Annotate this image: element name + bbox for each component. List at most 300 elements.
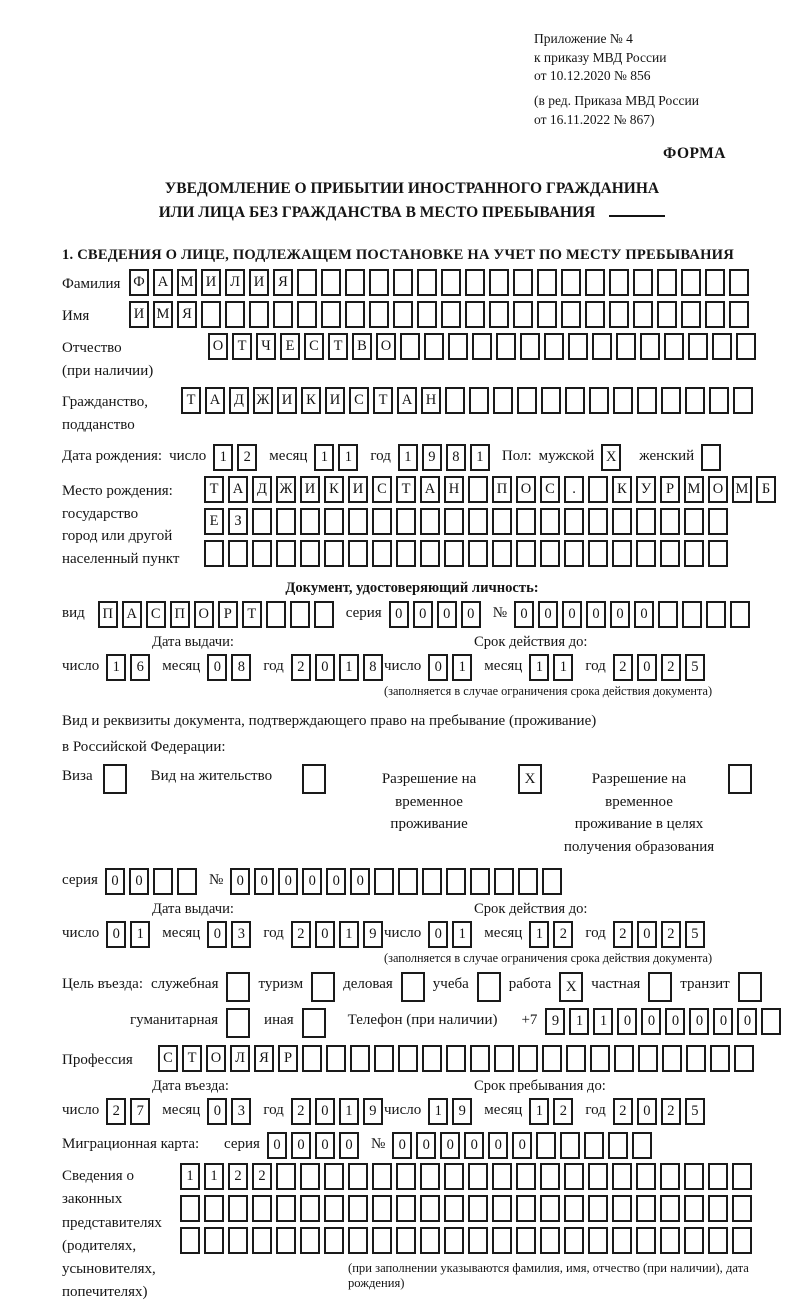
birth-place-line1[interactable] (204, 476, 776, 503)
char-cell[interactable] (204, 1227, 224, 1254)
char-cell[interactable]: А (153, 269, 173, 296)
char-cell[interactable]: . (564, 476, 584, 503)
char-cell[interactable] (561, 301, 581, 328)
char-cell[interactable] (369, 269, 389, 296)
char-cell[interactable] (420, 508, 440, 535)
char-cell[interactable]: О (516, 476, 536, 503)
char-cell[interactable] (226, 1008, 250, 1038)
char-cell[interactable] (734, 1045, 754, 1072)
char-cell[interactable]: Д (229, 387, 249, 414)
char-cell[interactable] (685, 387, 705, 414)
char-cell[interactable]: 0 (413, 601, 433, 628)
char-cell[interactable]: 1 (529, 1098, 549, 1125)
char-cell[interactable] (300, 1195, 320, 1222)
char-cell[interactable] (660, 1163, 680, 1190)
char-cell[interactable] (252, 1195, 272, 1222)
char-cell[interactable]: 3 (231, 1098, 251, 1125)
doc-expiry-month[interactable] (529, 654, 573, 681)
char-cell[interactable] (738, 972, 762, 1002)
char-cell[interactable]: К (612, 476, 632, 503)
char-cell[interactable]: 0 (278, 868, 298, 895)
char-cell[interactable] (564, 508, 584, 535)
char-cell[interactable] (302, 1045, 322, 1072)
char-cell[interactable] (302, 764, 326, 794)
char-cell[interactable]: 2 (291, 921, 311, 948)
char-cell[interactable] (708, 508, 728, 535)
char-cell[interactable] (518, 868, 538, 895)
char-cell[interactable] (520, 333, 540, 360)
char-cell[interactable] (660, 508, 680, 535)
char-cell[interactable] (326, 1045, 346, 1072)
char-cell[interactable] (537, 269, 557, 296)
char-cell[interactable] (492, 508, 512, 535)
entry-day[interactable] (106, 1098, 150, 1125)
char-cell[interactable] (494, 868, 514, 895)
char-cell[interactable] (684, 540, 704, 567)
char-cell[interactable]: А (228, 476, 248, 503)
char-cell[interactable] (614, 1045, 634, 1072)
char-cell[interactable]: X (559, 972, 583, 1002)
sex-male-checkbox[interactable] (601, 444, 621, 471)
char-cell[interactable] (489, 269, 509, 296)
residence-issue-day[interactable] (106, 921, 150, 948)
char-cell[interactable] (612, 1163, 632, 1190)
char-cell[interactable] (729, 301, 749, 328)
char-cell[interactable] (446, 868, 466, 895)
char-cell[interactable]: 8 (363, 654, 383, 681)
char-cell[interactable]: 1 (529, 921, 549, 948)
char-cell[interactable]: С (158, 1045, 178, 1072)
char-cell[interactable] (396, 1227, 416, 1254)
char-cell[interactable]: С (349, 387, 369, 414)
char-cell[interactable]: Р (218, 601, 238, 628)
char-cell[interactable] (374, 1045, 394, 1072)
char-cell[interactable]: И (129, 301, 149, 328)
char-cell[interactable]: 2 (661, 1098, 681, 1125)
char-cell[interactable] (540, 508, 560, 535)
char-cell[interactable]: 0 (512, 1132, 532, 1159)
char-cell[interactable]: 0 (105, 868, 125, 895)
char-cell[interactable]: 1 (106, 654, 126, 681)
char-cell[interactable]: 0 (207, 654, 227, 681)
char-cell[interactable] (444, 540, 464, 567)
char-cell[interactable]: А (420, 476, 440, 503)
char-cell[interactable] (612, 540, 632, 567)
char-cell[interactable] (588, 508, 608, 535)
char-cell[interactable]: А (205, 387, 225, 414)
char-cell[interactable] (708, 1163, 728, 1190)
char-cell[interactable]: 1 (398, 444, 418, 471)
char-cell[interactable]: 0 (416, 1132, 436, 1159)
char-cell[interactable] (516, 1195, 536, 1222)
char-cell[interactable]: 0 (586, 601, 606, 628)
char-cell[interactable]: 0 (562, 601, 582, 628)
char-cell[interactable]: 1 (452, 654, 472, 681)
char-cell[interactable] (417, 301, 437, 328)
char-cell[interactable] (276, 1227, 296, 1254)
char-cell[interactable]: 5 (685, 921, 705, 948)
char-cell[interactable] (372, 1163, 392, 1190)
char-cell[interactable]: 0 (315, 1098, 335, 1125)
char-cell[interactable] (348, 1227, 368, 1254)
char-cell[interactable] (324, 1195, 344, 1222)
char-cell[interactable] (448, 333, 468, 360)
char-cell[interactable] (640, 333, 660, 360)
char-cell[interactable]: В (352, 333, 372, 360)
char-cell[interactable]: 0 (634, 601, 654, 628)
char-cell[interactable]: 1 (452, 921, 472, 948)
char-cell[interactable]: 0 (207, 1098, 227, 1125)
char-cell[interactable] (321, 301, 341, 328)
char-cell[interactable]: 1 (339, 654, 359, 681)
char-cell[interactable] (396, 540, 416, 567)
char-cell[interactable]: 1 (428, 1098, 448, 1125)
char-cell[interactable] (348, 540, 368, 567)
purpose-work-checkbox[interactable] (559, 972, 583, 1002)
char-cell[interactable]: Я (254, 1045, 274, 1072)
char-cell[interactable] (441, 301, 461, 328)
char-cell[interactable] (708, 1227, 728, 1254)
doc-kind-field[interactable] (98, 601, 334, 628)
representatives-line2[interactable] (180, 1195, 752, 1222)
char-cell[interactable] (540, 1227, 560, 1254)
char-cell[interactable] (276, 1163, 296, 1190)
char-cell[interactable]: 1 (314, 444, 334, 471)
birth-place-line2[interactable] (204, 508, 728, 535)
residence-series-field[interactable] (105, 868, 197, 895)
char-cell[interactable] (544, 333, 564, 360)
purpose-other-checkbox[interactable] (302, 1008, 326, 1038)
char-cell[interactable]: С (146, 601, 166, 628)
char-cell[interactable]: М (684, 476, 704, 503)
char-cell[interactable]: 0 (230, 868, 250, 895)
char-cell[interactable]: С (304, 333, 324, 360)
char-cell[interactable] (609, 301, 629, 328)
char-cell[interactable] (568, 333, 588, 360)
char-cell[interactable] (612, 1227, 632, 1254)
char-cell[interactable]: П (98, 601, 118, 628)
char-cell[interactable] (470, 868, 490, 895)
birth-place-line3[interactable] (204, 540, 728, 567)
char-cell[interactable]: 0 (129, 868, 149, 895)
char-cell[interactable] (417, 269, 437, 296)
char-cell[interactable]: 6 (130, 654, 150, 681)
char-cell[interactable] (705, 269, 725, 296)
char-cell[interactable]: 2 (553, 1098, 573, 1125)
char-cell[interactable] (345, 269, 365, 296)
char-cell[interactable]: 1 (569, 1008, 589, 1035)
char-cell[interactable] (496, 333, 516, 360)
char-cell[interactable]: 0 (254, 868, 274, 895)
char-cell[interactable]: Ч (256, 333, 276, 360)
char-cell[interactable] (542, 868, 562, 895)
char-cell[interactable] (492, 1195, 512, 1222)
char-cell[interactable] (588, 540, 608, 567)
char-cell[interactable] (420, 540, 440, 567)
char-cell[interactable]: 0 (267, 1132, 287, 1159)
char-cell[interactable] (492, 1227, 512, 1254)
char-cell[interactable] (585, 269, 605, 296)
char-cell[interactable]: И (348, 476, 368, 503)
char-cell[interactable] (444, 1163, 464, 1190)
char-cell[interactable] (648, 972, 672, 1002)
char-cell[interactable]: К (324, 476, 344, 503)
residence-expiry-day[interactable] (428, 921, 472, 948)
char-cell[interactable]: 0 (428, 921, 448, 948)
char-cell[interactable] (636, 540, 656, 567)
purpose-business-checkbox[interactable] (401, 972, 425, 1002)
char-cell[interactable]: 1 (529, 654, 549, 681)
char-cell[interactable] (708, 540, 728, 567)
purpose-official-checkbox[interactable] (226, 972, 250, 1002)
char-cell[interactable]: И (201, 269, 221, 296)
char-cell[interactable] (465, 301, 485, 328)
char-cell[interactable] (477, 972, 501, 1002)
char-cell[interactable]: 0 (488, 1132, 508, 1159)
char-cell[interactable] (658, 601, 678, 628)
char-cell[interactable]: П (492, 476, 512, 503)
char-cell[interactable]: Т (204, 476, 224, 503)
char-cell[interactable]: 0 (392, 1132, 412, 1159)
char-cell[interactable]: 2 (291, 1098, 311, 1125)
char-cell[interactable]: 1 (470, 444, 490, 471)
char-cell[interactable] (177, 868, 197, 895)
doc-issue-year[interactable] (291, 654, 383, 681)
char-cell[interactable]: 0 (637, 921, 657, 948)
char-cell[interactable] (564, 540, 584, 567)
visa-checkbox[interactable] (103, 764, 127, 794)
char-cell[interactable] (441, 269, 461, 296)
char-cell[interactable] (681, 269, 701, 296)
doc-issue-month[interactable] (207, 654, 251, 681)
char-cell[interactable] (565, 387, 585, 414)
char-cell[interactable]: 0 (665, 1008, 685, 1035)
char-cell[interactable] (540, 1163, 560, 1190)
char-cell[interactable]: И (249, 269, 269, 296)
char-cell[interactable]: 0 (617, 1008, 637, 1035)
char-cell[interactable] (660, 1195, 680, 1222)
char-cell[interactable]: Ж (276, 476, 296, 503)
char-cell[interactable] (701, 444, 721, 471)
char-cell[interactable] (761, 1008, 781, 1035)
char-cell[interactable] (636, 508, 656, 535)
char-cell[interactable] (684, 1163, 704, 1190)
char-cell[interactable]: 0 (302, 868, 322, 895)
char-cell[interactable] (542, 1045, 562, 1072)
char-cell[interactable] (297, 269, 317, 296)
char-cell[interactable]: 1 (553, 654, 573, 681)
char-cell[interactable] (444, 508, 464, 535)
doc-number-field[interactable] (514, 601, 750, 628)
char-cell[interactable] (632, 1132, 652, 1159)
char-cell[interactable] (705, 301, 725, 328)
char-cell[interactable] (398, 868, 418, 895)
char-cell[interactable] (297, 301, 317, 328)
char-cell[interactable]: О (376, 333, 396, 360)
char-cell[interactable]: А (122, 601, 142, 628)
char-cell[interactable]: 0 (641, 1008, 661, 1035)
char-cell[interactable]: Т (328, 333, 348, 360)
char-cell[interactable] (537, 301, 557, 328)
doc-expiry-day[interactable] (428, 654, 472, 681)
char-cell[interactable] (706, 601, 726, 628)
char-cell[interactable] (712, 333, 732, 360)
char-cell[interactable] (686, 1045, 706, 1072)
char-cell[interactable]: 9 (545, 1008, 565, 1035)
char-cell[interactable] (540, 540, 560, 567)
char-cell[interactable] (541, 387, 561, 414)
char-cell[interactable] (324, 540, 344, 567)
char-cell[interactable]: Н (444, 476, 464, 503)
char-cell[interactable] (420, 1195, 440, 1222)
char-cell[interactable] (588, 1227, 608, 1254)
residence-number-field[interactable] (230, 868, 562, 895)
char-cell[interactable] (664, 333, 684, 360)
char-cell[interactable] (324, 1227, 344, 1254)
char-cell[interactable] (393, 301, 413, 328)
char-cell[interactable]: 0 (538, 601, 558, 628)
char-cell[interactable] (398, 1045, 418, 1072)
char-cell[interactable] (472, 333, 492, 360)
purpose-humanitarian-checkbox[interactable] (226, 1008, 250, 1038)
birth-day-field[interactable] (213, 444, 257, 471)
char-cell[interactable] (657, 269, 677, 296)
char-cell[interactable] (584, 1132, 604, 1159)
char-cell[interactable] (372, 508, 392, 535)
char-cell[interactable]: 1 (213, 444, 233, 471)
char-cell[interactable] (372, 540, 392, 567)
char-cell[interactable]: 0 (207, 921, 227, 948)
char-cell[interactable]: 2 (237, 444, 257, 471)
char-cell[interactable]: 1 (338, 444, 358, 471)
char-cell[interactable] (612, 508, 632, 535)
char-cell[interactable]: О (708, 476, 728, 503)
char-cell[interactable] (710, 1045, 730, 1072)
char-cell[interactable]: Т (242, 601, 262, 628)
char-cell[interactable]: 9 (422, 444, 442, 471)
char-cell[interactable] (266, 601, 286, 628)
char-cell[interactable] (393, 269, 413, 296)
char-cell[interactable]: 9 (363, 1098, 383, 1125)
char-cell[interactable] (589, 387, 609, 414)
char-cell[interactable] (252, 508, 272, 535)
char-cell[interactable] (516, 1163, 536, 1190)
char-cell[interactable] (592, 333, 612, 360)
char-cell[interactable]: М (177, 269, 197, 296)
char-cell[interactable] (324, 1163, 344, 1190)
char-cell[interactable] (729, 269, 749, 296)
char-cell[interactable] (682, 601, 702, 628)
char-cell[interactable] (516, 540, 536, 567)
char-cell[interactable] (470, 1045, 490, 1072)
purpose-private-checkbox[interactable] (648, 972, 672, 1002)
char-cell[interactable] (613, 387, 633, 414)
char-cell[interactable] (513, 301, 533, 328)
char-cell[interactable] (468, 476, 488, 503)
char-cell[interactable]: X (601, 444, 621, 471)
char-cell[interactable] (396, 508, 416, 535)
char-cell[interactable]: Р (660, 476, 680, 503)
sex-female-checkbox[interactable] (701, 444, 721, 471)
char-cell[interactable] (518, 1045, 538, 1072)
char-cell[interactable] (372, 1195, 392, 1222)
char-cell[interactable] (468, 1195, 488, 1222)
char-cell[interactable] (345, 301, 365, 328)
char-cell[interactable]: О (194, 601, 214, 628)
phone-field[interactable] (545, 1008, 781, 1035)
char-cell[interactable]: 2 (553, 921, 573, 948)
char-cell[interactable]: 5 (685, 654, 705, 681)
char-cell[interactable] (422, 1045, 442, 1072)
char-cell[interactable] (204, 1195, 224, 1222)
temp-residence-edu-checkbox[interactable] (728, 764, 752, 794)
char-cell[interactable] (588, 1163, 608, 1190)
char-cell[interactable] (513, 269, 533, 296)
char-cell[interactable]: 2 (661, 921, 681, 948)
char-cell[interactable] (638, 1045, 658, 1072)
char-cell[interactable]: 0 (389, 601, 409, 628)
char-cell[interactable]: 9 (452, 1098, 472, 1125)
char-cell[interactable]: 0 (514, 601, 534, 628)
char-cell[interactable] (612, 1195, 632, 1222)
char-cell[interactable]: 1 (204, 1163, 224, 1190)
char-cell[interactable] (252, 1227, 272, 1254)
char-cell[interactable] (321, 269, 341, 296)
char-cell[interactable] (566, 1045, 586, 1072)
char-cell[interactable]: С (540, 476, 560, 503)
residence-issue-month[interactable] (207, 921, 251, 948)
char-cell[interactable] (661, 387, 681, 414)
char-cell[interactable] (226, 972, 250, 1002)
char-cell[interactable] (633, 269, 653, 296)
residence-expiry-month[interactable] (529, 921, 573, 948)
char-cell[interactable]: Л (230, 1045, 250, 1072)
char-cell[interactable]: 2 (613, 921, 633, 948)
char-cell[interactable]: Т (181, 387, 201, 414)
char-cell[interactable] (561, 269, 581, 296)
stay-month[interactable] (529, 1098, 573, 1125)
char-cell[interactable]: 0 (350, 868, 370, 895)
char-cell[interactable]: Т (232, 333, 252, 360)
char-cell[interactable]: 0 (315, 654, 335, 681)
char-cell[interactable]: Т (396, 476, 416, 503)
char-cell[interactable]: 5 (685, 1098, 705, 1125)
char-cell[interactable] (468, 1163, 488, 1190)
purpose-transit-checkbox[interactable] (738, 972, 762, 1002)
char-cell[interactable] (636, 1163, 656, 1190)
char-cell[interactable] (401, 972, 425, 1002)
birth-year-field[interactable] (398, 444, 490, 471)
char-cell[interactable]: О (206, 1045, 226, 1072)
char-cell[interactable] (609, 269, 629, 296)
purpose-study-checkbox[interactable] (477, 972, 501, 1002)
entry-month[interactable] (207, 1098, 251, 1125)
char-cell[interactable] (637, 387, 657, 414)
char-cell[interactable] (736, 333, 756, 360)
char-cell[interactable]: Е (204, 508, 224, 535)
char-cell[interactable] (728, 764, 752, 794)
char-cell[interactable]: Ф (129, 269, 149, 296)
char-cell[interactable]: М (153, 301, 173, 328)
char-cell[interactable] (228, 540, 248, 567)
char-cell[interactable] (180, 1227, 200, 1254)
char-cell[interactable]: Р (278, 1045, 298, 1072)
char-cell[interactable] (228, 1227, 248, 1254)
char-cell[interactable]: 2 (613, 654, 633, 681)
residence-issue-year[interactable] (291, 921, 383, 948)
char-cell[interactable] (372, 1227, 392, 1254)
char-cell[interactable] (730, 601, 750, 628)
